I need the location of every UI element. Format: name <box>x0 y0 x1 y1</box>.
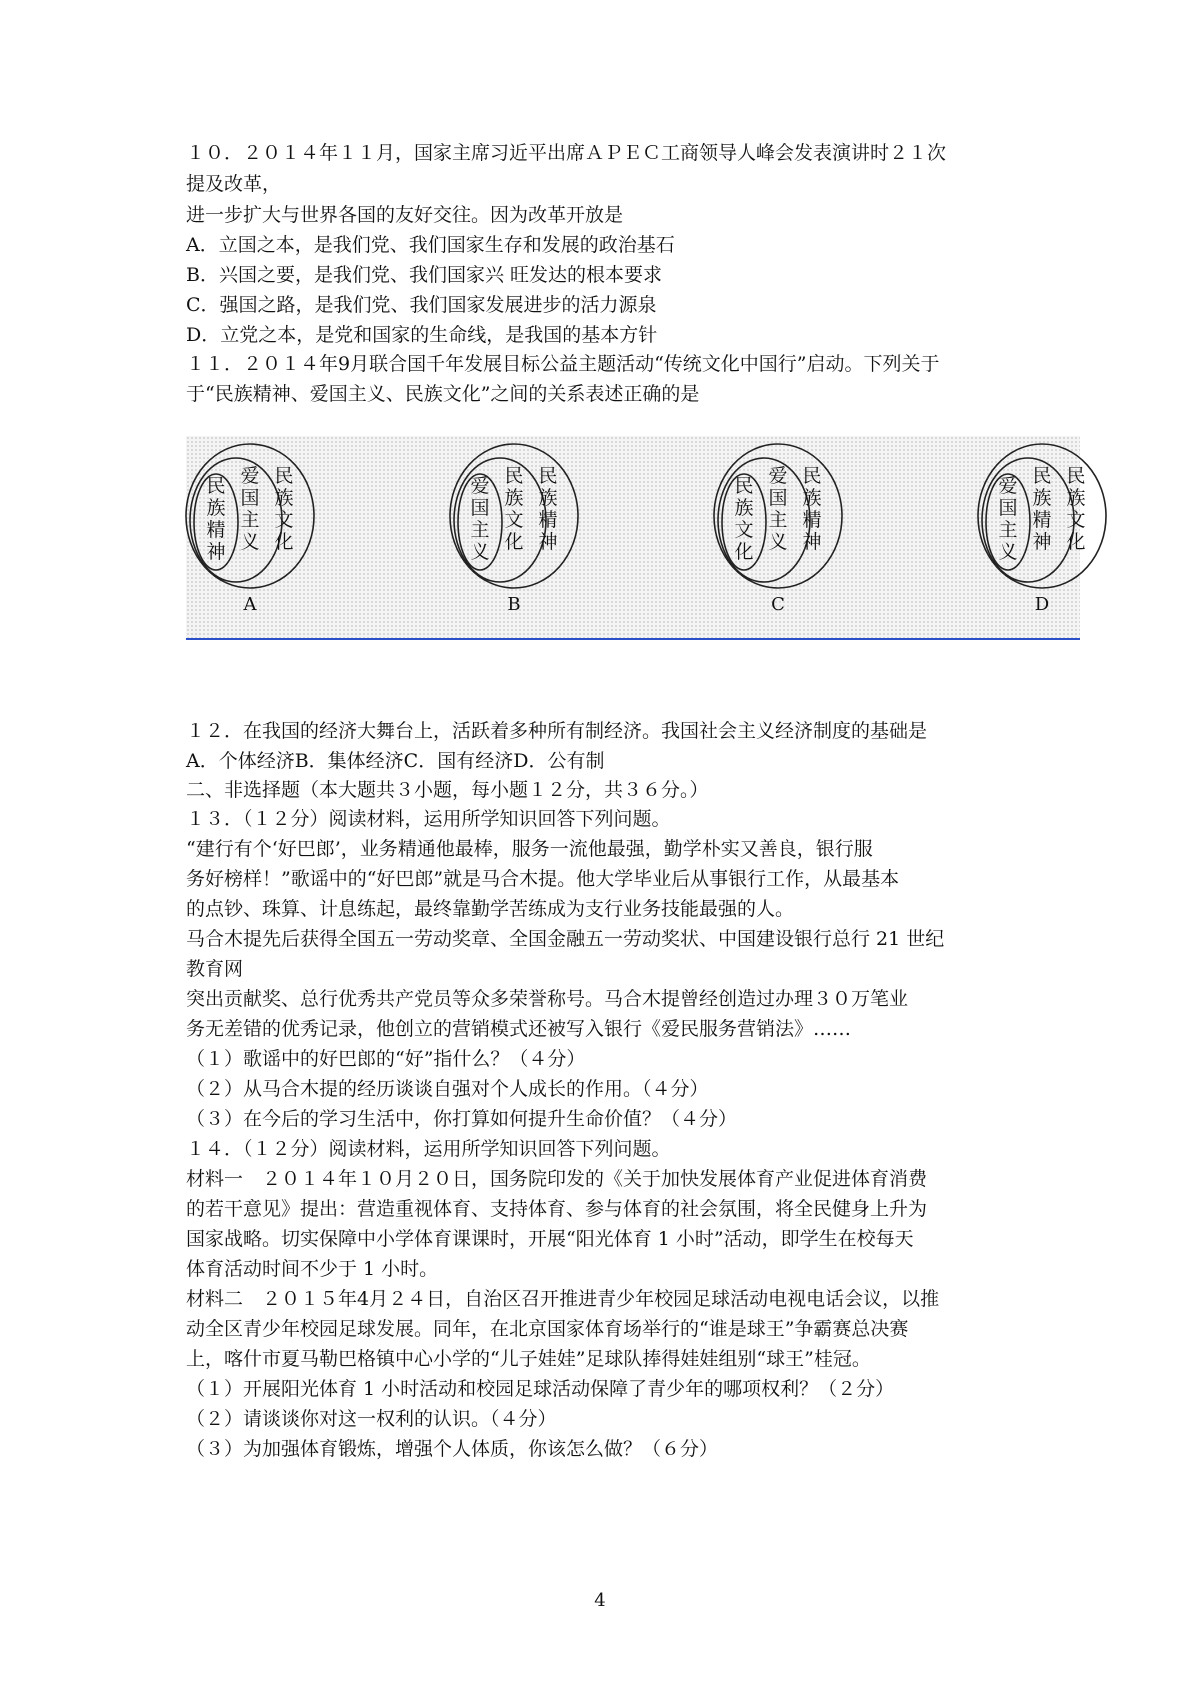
svg-text:神: 神 <box>538 531 558 553</box>
q14-material-line-4: 体育活动时间不少于 1 小时。 <box>186 1258 439 1280</box>
q12-options: A．个体经济B．集体经济C．国有经济D．公有制 <box>186 750 605 772</box>
q11-stem-line-2: 于“民族精神、爱国主义、民族文化”之间的关系表述正确的是 <box>186 383 700 405</box>
svg-text:族: 族 <box>1032 487 1052 509</box>
svg-text:民: 民 <box>1066 465 1086 487</box>
svg-text:民: 民 <box>1032 465 1052 487</box>
q11-venn-diagrams <box>186 436 1086 640</box>
svg-text:精: 精 <box>206 519 226 541</box>
q14-material-line-1: 材料一 ２０１４年１０月２０日，国务院印发的《关于加快发展体育产业促进体育消费 <box>186 1168 928 1190</box>
svg-text:民: 民 <box>274 465 294 487</box>
svg-text:义: 义 <box>768 531 788 553</box>
q14-stem: １４．（１２分）阅读材料，运用所学知识回答下列问题。 <box>186 1138 671 1160</box>
venn-option-a <box>186 444 314 615</box>
q14-material-line-5: 材料二 ２０１５年4月２４日，自治区召开推进青少年校园足球活动电视电话会议，以推 <box>186 1288 940 1310</box>
option-letter: A <box>243 594 257 615</box>
q14-material-line-7: 上，喀什市夏马勒巴格镇中心小学的“儿子娃娃”足球队捧得娃娃组别“球王”桂冠。 <box>186 1348 871 1370</box>
svg-text:化: 化 <box>274 531 294 553</box>
q13-material-line-5: 教育网 <box>186 958 244 980</box>
q14-material-line-6: 动全区青少年校园足球发展。同年，在北京国家体育场举行的“谁是球王”争霸赛总决赛 <box>186 1318 909 1340</box>
svg-text:国: 国 <box>768 487 788 509</box>
q10-stem-line-2: 提及改革， <box>186 173 282 195</box>
q13-question-1: （１）歌谣中的好巴郎的“好”指什么？（４分） <box>186 1048 586 1070</box>
inner-label <box>734 475 753 563</box>
outer-label <box>538 465 557 553</box>
q10-stem-line-1: １０．２０１４年１１月，国家主席习近平出席ＡＰＥＣ工商领导人峰会发表演讲时２１次 <box>186 142 947 164</box>
svg-text:爱: 爱 <box>240 465 260 487</box>
svg-text:族: 族 <box>274 487 294 509</box>
svg-text:民: 民 <box>802 465 822 487</box>
svg-text:文: 文 <box>504 509 524 531</box>
svg-text:族: 族 <box>802 487 822 509</box>
svg-text:化: 化 <box>504 531 524 553</box>
q11-diagram-underline <box>186 638 1080 640</box>
q13-material-line-4: 马合木提先后获得全国五一劳动奖章、全国金融五一劳动奖状、中国建设银行总行 21 世纪 <box>186 928 945 950</box>
svg-text:爱: 爱 <box>998 475 1018 497</box>
option-letter: C <box>771 594 785 615</box>
svg-text:义: 义 <box>240 531 260 553</box>
venn-option-b <box>450 444 578 615</box>
venn-option-c <box>714 444 842 615</box>
svg-text:精: 精 <box>1032 509 1052 531</box>
q11-diagram-panel <box>186 436 1086 640</box>
middle-label <box>240 465 259 553</box>
svg-text:化: 化 <box>1066 531 1086 553</box>
svg-text:国: 国 <box>998 497 1018 519</box>
q14-material-line-2: 的若干意见》提出：营造重视体育、支持体育、参与体育的社会氛围，将全民健身上升为 <box>186 1198 928 1220</box>
outer-label <box>274 465 293 553</box>
inner-label <box>206 475 225 563</box>
svg-text:义: 义 <box>470 541 490 563</box>
svg-text:主: 主 <box>768 509 788 531</box>
q10-option-a: A．立国之本，是我们党、我们国家生存和发展的政治基石 <box>186 234 675 256</box>
svg-text:化: 化 <box>734 541 754 563</box>
q13-material-line-6: 突出贡献奖、总行优秀共产党员等众多荣誉称号。马合木提曾经创造过办理３０万笔业 <box>186 988 909 1010</box>
svg-text:族: 族 <box>504 487 524 509</box>
q14-question-1: （１）开展阳光体育 1 小时活动和校园足球活动保障了青少年的哪项权利？（２分） <box>186 1378 895 1400</box>
svg-text:神: 神 <box>206 541 226 563</box>
q13-question-3: （３）在今后的学习生活中，你打算如何提升生命价值？（４分） <box>186 1108 738 1130</box>
q13-question-2: （２）从马合木提的经历谈谈自强对个人成长的作用。（４分） <box>186 1078 709 1100</box>
q13-material-line-3: 的点钞、珠算、计息练起，最终靠勤学苦练成为支行业务技能最强的人。 <box>186 898 795 920</box>
svg-text:国: 国 <box>470 497 490 519</box>
svg-text:民: 民 <box>504 465 524 487</box>
svg-text:主: 主 <box>240 509 260 531</box>
q14-question-3: （３）为加强体育锻炼，增强个人体质，你该怎么做？（６分） <box>186 1438 719 1460</box>
svg-text:民: 民 <box>538 465 558 487</box>
svg-text:国: 国 <box>240 487 260 509</box>
q13-material-line-7: 务无差错的优秀记录，他创立的营销模式还被写入银行《爱民服务营销法》…… <box>186 1018 852 1040</box>
section2-heading: 二、非选择题（本大题共３小题，每小题１２分，共３６分。） <box>186 779 709 801</box>
q13-material-line-1: “建行有个‘好巴郎’，业务精通他最棒，服务一流他最强，勤学朴实又善良，银行服 <box>186 838 873 860</box>
svg-text:族: 族 <box>538 487 558 509</box>
outer-label <box>802 465 821 553</box>
svg-text:爱: 爱 <box>470 475 490 497</box>
q11-stem-line-1: １１．２０１４年9月联合国千年发展目标公益主题活动“传统文化中国行”启动。下列关于 <box>186 353 940 375</box>
option-letter: B <box>507 594 521 615</box>
inner-label <box>998 475 1017 563</box>
q14-material-line-3: 国家战略。切实保障中小学体育课课时，开展“阳光体育 1 小时”活动，即学生在校每天 <box>186 1228 914 1250</box>
svg-text:爱: 爱 <box>768 465 788 487</box>
q10-stem-line-3: 进一步扩大与世界各国的友好交往。因为改革开放是 <box>186 204 624 226</box>
svg-text:族: 族 <box>1066 487 1086 509</box>
middle-label <box>768 465 787 553</box>
option-letter: D <box>1034 594 1050 615</box>
venn-option-d <box>978 444 1106 615</box>
inner-label <box>470 475 489 563</box>
svg-text:文: 文 <box>1066 509 1086 531</box>
svg-text:义: 义 <box>998 541 1018 563</box>
q10-option-c: C．强国之路，是我们党、我们国家发展进步的活力源泉 <box>186 294 657 316</box>
q13-stem: １３．（１２分）阅读材料，运用所学知识回答下列问题。 <box>186 808 671 830</box>
svg-text:族: 族 <box>734 497 754 519</box>
q14-question-2: （２）请谈谈你对这一权利的认识。（４分） <box>186 1408 557 1430</box>
svg-text:精: 精 <box>538 509 558 531</box>
svg-text:文: 文 <box>734 519 754 541</box>
page-number: 4 <box>594 1590 606 1611</box>
svg-text:民: 民 <box>734 475 754 497</box>
q10-option-b: B．兴国之要，是我们党、我们国家兴 旺发达的根本要求 <box>186 264 663 286</box>
middle-label <box>504 465 523 553</box>
svg-text:神: 神 <box>1032 531 1052 553</box>
q13-material-line-2: 务好榜样！”歌谣中的“好巴郎”就是马合木提。他大学毕业后从事银行工作，从最基本 <box>186 868 900 890</box>
svg-text:文: 文 <box>274 509 294 531</box>
svg-text:族: 族 <box>206 497 226 519</box>
svg-text:主: 主 <box>470 519 490 541</box>
svg-text:主: 主 <box>998 519 1018 541</box>
q12-stem: １２．在我国的经济大舞台上，活跃着多种所有制经济。我国社会主义经济制度的基础是 <box>186 720 928 742</box>
q10-option-d: D．立党之本，是党和国家的生命线，是我国的基本方针 <box>186 324 658 346</box>
svg-text:精: 精 <box>802 509 822 531</box>
outer-label <box>1066 465 1085 553</box>
svg-text:民: 民 <box>206 475 226 497</box>
middle-label <box>1032 465 1051 553</box>
svg-text:神: 神 <box>802 531 822 553</box>
